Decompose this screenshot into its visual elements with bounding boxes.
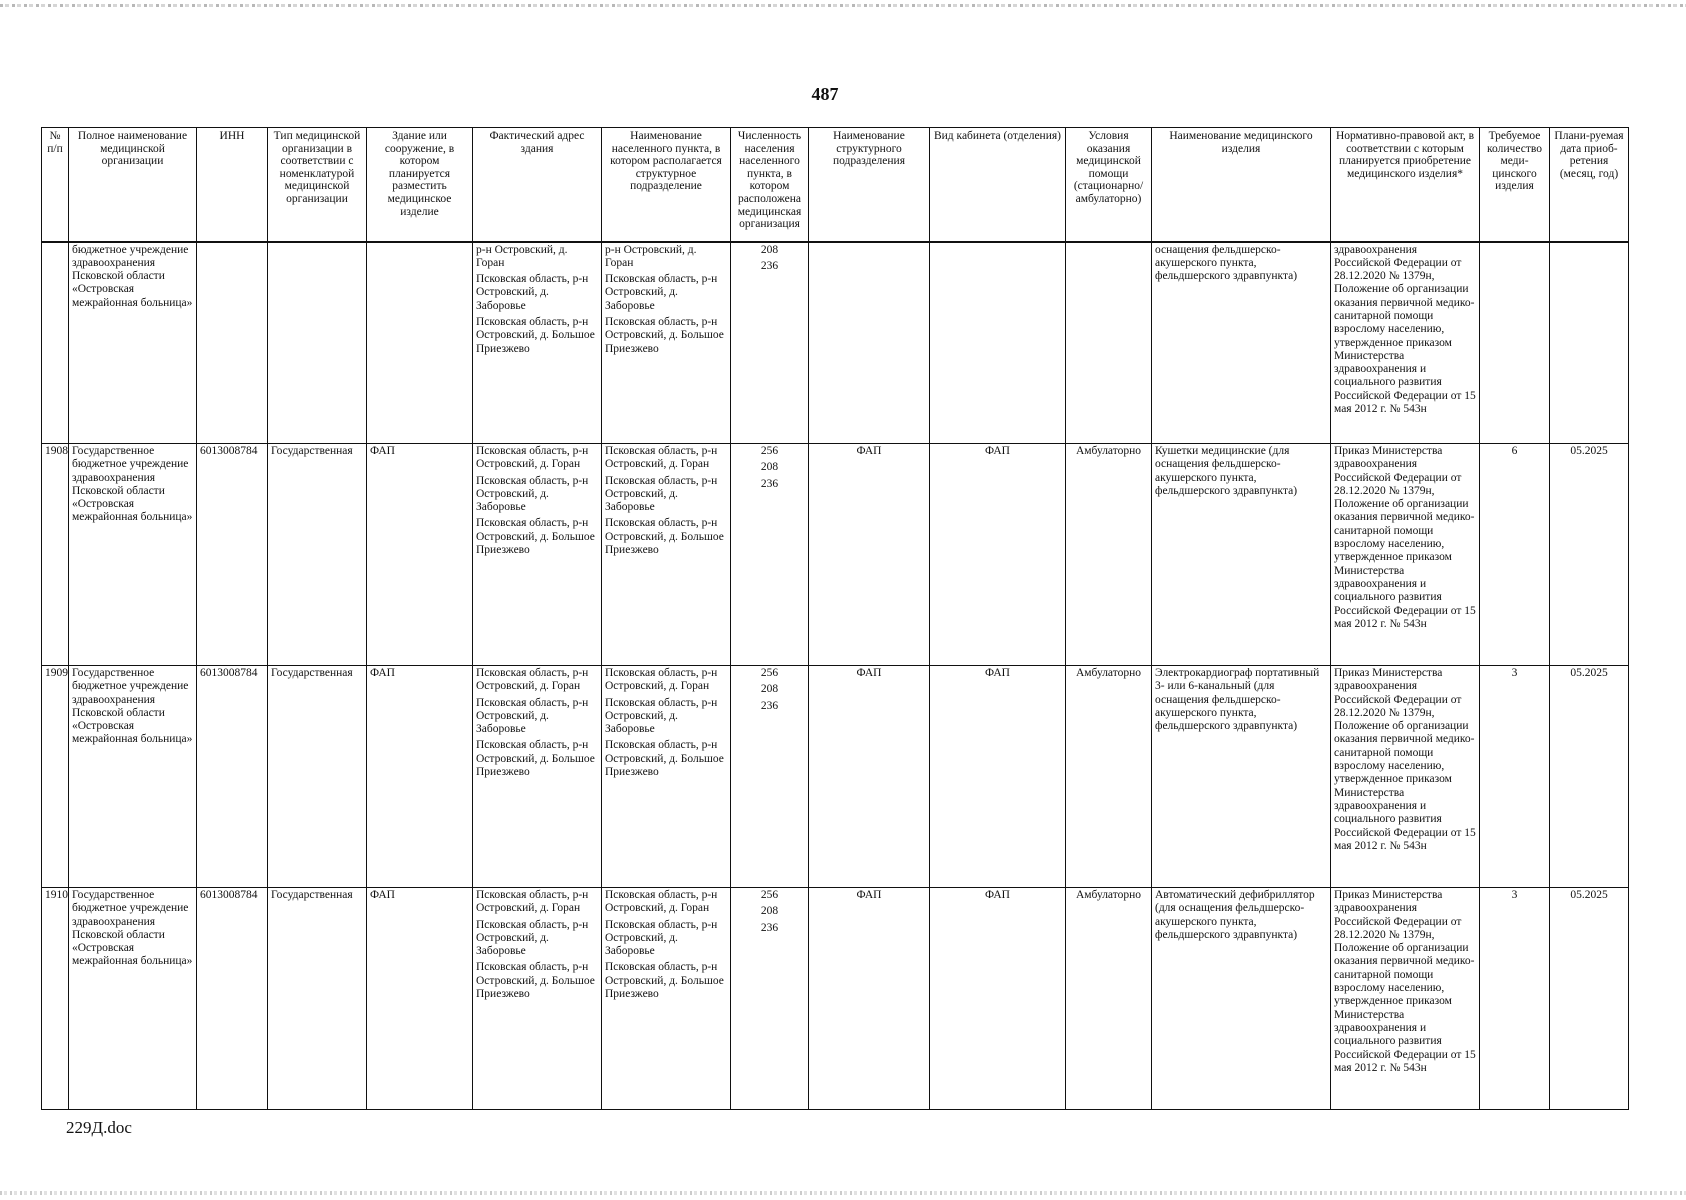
header-cell-building: Здание или сооружение, в котором планируется разместить медицинское изделие	[367, 128, 473, 242]
cell-address	[473, 666, 602, 888]
header-cell-device: Наименование медицинского изделия	[1152, 128, 1331, 242]
header-cell-inn: ИНН	[197, 128, 268, 242]
footer-filename: 229Д.doc	[66, 1118, 132, 1137]
cell-building	[367, 242, 473, 444]
settlement-line: Псковская область, р-н Островский, д. Заборовье	[605, 918, 718, 958]
address-line: Псковская область, р-н Островский, д. Горан	[476, 667, 589, 693]
table-row	[42, 888, 1629, 1110]
cell-settlement	[602, 444, 731, 666]
header-cell-qty: Требуемое количество меди-цинского изделия	[1480, 128, 1550, 242]
cell-type: Государственная	[268, 666, 367, 888]
address-line: Псковская область, р-н Островский, д. Заборовье	[476, 918, 589, 958]
cell-population	[731, 444, 809, 666]
cell-device: Кушетки медицинские (для оснащения фельдшерско-акушерского пункта, фельдшерского здравпункта)	[1152, 444, 1331, 666]
cell-num: 1908	[42, 444, 69, 666]
cell-legal-act: здравоохранения Российской Федерации от 28.12.2020 № 1379н, Положение об организации оказания первичной медико-санитарной помощи взрослому населению, утвержденное приказом Министерства здравоохранения и социального развития Российской Федерации от 15 мая 2012 г. № 543н	[1331, 242, 1480, 444]
address-line: р-н Островский, д. Горан	[476, 243, 568, 269]
address-line: Псковская область, р-н Островский, д. Большое Приезжево	[476, 739, 595, 779]
scan-edge-top	[0, 4, 1686, 7]
cell-cabinet	[930, 242, 1066, 444]
cell-inn: 6013008784	[197, 444, 268, 666]
cell-address	[473, 444, 602, 666]
cell-building: ФАП	[367, 444, 473, 666]
cell-building: ФАП	[367, 888, 473, 1110]
cell-device: Электрокардиограф портативный 3- или 6-канальный (для оснащения фельдшерско-акушерского пункта, фельдшерского здравпункта)	[1152, 666, 1331, 888]
cell-address	[473, 888, 602, 1110]
cell-population	[731, 666, 809, 888]
scan-edge-bottom	[0, 1191, 1686, 1195]
cell-qty	[1480, 242, 1550, 444]
cell-org: Государственное бюджетное учреждение здравоохранения Псковской области «Островская межрайонная больница»	[69, 888, 197, 1110]
cell-type: Государственная	[268, 444, 367, 666]
cell-settlement	[602, 888, 731, 1110]
population-value: 256	[760, 667, 779, 679]
cell-conditions: Амбулаторно	[1066, 666, 1152, 888]
header-cell-address: Фактический адрес здания	[473, 128, 602, 242]
cell-org: Государственное бюджетное учреждение здравоохранения Псковской области «Островская межрайонная больница»	[69, 444, 197, 666]
cell-inn: 6013008784	[197, 888, 268, 1110]
cell-device: Автоматический дефибриллятор (для оснащения фельдшерско-акушерского пункта, фельдшерского здравпункта)	[1152, 888, 1331, 1110]
cell-date	[1550, 242, 1629, 444]
settlement-line: Псковская область, р-н Островский, д. Заборовье	[605, 696, 718, 736]
cell-qty: 3	[1480, 666, 1550, 888]
settlement-line: Псковская область, р-н Островский, д. Горан	[605, 889, 718, 915]
population-value: 236	[760, 259, 779, 272]
cell-inn: 6013008784	[197, 666, 268, 888]
cell-population	[731, 242, 809, 444]
cell-type: Государственная	[268, 888, 367, 1110]
header-cell-type: Тип медицинской организации в соответствии с номенклатурой медицинской организации	[268, 128, 367, 242]
header-cell-settlement: Наименование населенного пункта, в котором располагается структурное подразделение	[602, 128, 731, 242]
population-value: 236	[760, 699, 779, 712]
cell-legal-act: Приказ Министерства здравоохранения Российской Федерации от 28.12.2020 № 1379н, Положение об организации оказания первичной медико-санитарной помощи взрослому населению, утвержденное приказом Министерства здравоохранения и социального развития Российской Федерации от 15 мая 2012 г. № 543н	[1331, 444, 1480, 666]
cell-building: ФАП	[367, 666, 473, 888]
settlement-line: р-н Островский, д. Горан	[605, 243, 697, 269]
header-cell-cabinet: Вид кабинета (отделения)	[930, 128, 1066, 242]
settlement-line: Псковская область, р-н Островский, д. Заборовье	[605, 474, 718, 514]
cell-date: 05.2025	[1550, 888, 1629, 1110]
cell-conditions: Амбулаторно	[1066, 444, 1152, 666]
settlement-line: Псковская область, р-н Островский, д. Горан	[605, 667, 718, 693]
cell-settlement	[602, 242, 731, 444]
cell-org: Государственное бюджетное учреждение здравоохранения Псковской области «Островская межрайонная больница»	[69, 666, 197, 888]
header-cell-num: № п/п	[42, 128, 69, 242]
cell-settlement	[602, 666, 731, 888]
table-row-continued	[42, 242, 1629, 444]
address-line: Псковская область, р-н Островский, д. Заборовье	[476, 696, 589, 736]
cell-legal-act: Приказ Министерства здравоохранения Российской Федерации от 28.12.2020 № 1379н, Положение об организации оказания первичной медико-санитарной помощи взрослому населению, утвержденное приказом Министерства здравоохранения и социального развития Российской Федерации от 15 мая 2012 г. № 543н	[1331, 666, 1480, 888]
table-row	[42, 666, 1629, 888]
cell-conditions	[1066, 242, 1152, 444]
cell-qty: 6	[1480, 444, 1550, 666]
cell-num	[42, 242, 69, 444]
cell-cabinet: ФАП	[930, 888, 1066, 1110]
population-value: 256	[760, 445, 779, 457]
cell-conditions: Амбулаторно	[1066, 888, 1152, 1110]
settlement-line: Псковская область, р-н Островский, д. Заборовье	[605, 273, 718, 312]
cell-num: 1910	[42, 888, 69, 1110]
cell-unit	[809, 242, 930, 444]
address-line: Псковская область, р-н Островский, д. Горан	[476, 889, 589, 915]
population-value: 208	[760, 243, 779, 256]
population-value: 236	[760, 477, 779, 490]
header-cell-org: Полное наименование медицинской организации	[69, 128, 197, 242]
cell-unit: ФАП	[809, 666, 930, 888]
settlement-line: Псковская область, р-н Островский, д. Горан	[605, 445, 718, 471]
address-line: Псковская область, р-н Островский, д. Большое Приезжево	[476, 961, 595, 1001]
settlement-line: Псковская область, р-н Островский, д. Большое Приезжево	[605, 739, 724, 779]
cell-unit: ФАП	[809, 444, 930, 666]
cell-cabinet: ФАП	[930, 666, 1066, 888]
cell-org: бюджетное учреждение здравоохранения Псковской области «Островская межрайонная больница»	[69, 242, 197, 444]
cell-date: 05.2025	[1550, 444, 1629, 666]
settlement-line: Псковская область, р-н Островский, д. Большое Приезжево	[605, 315, 724, 355]
settlement-line: Псковская область, р-н Островский, д. Большое Приезжево	[605, 517, 724, 557]
address-line: Псковская область, р-н Островский, д. Заборовье	[476, 474, 589, 514]
equipment-table	[41, 127, 1629, 1110]
cell-date: 05.2025	[1550, 666, 1629, 888]
cell-inn	[197, 242, 268, 444]
table-header-row	[42, 128, 1629, 242]
cell-cabinet: ФАП	[930, 444, 1066, 666]
population-value: 208	[760, 683, 779, 696]
population-value: 208	[760, 461, 779, 474]
page-number: 487	[811, 84, 839, 104]
header-cell-population: Численность населения населенного пункта, в котором расположена медицинская организация	[731, 128, 809, 242]
cell-qty: 3	[1480, 888, 1550, 1110]
cell-num: 1909	[42, 666, 69, 888]
header-cell-conditions: Условия оказания медицинской помощи (стационарно/ амбулаторно)	[1066, 128, 1152, 242]
population-value: 256	[760, 889, 779, 901]
cell-legal-act: Приказ Министерства здравоохранения Российской Федерации от 28.12.2020 № 1379н, Положение об организации оказания первичной медико-санитарной помощи взрослому населению, утвержденное приказом Министерства здравоохранения и социального развития Российской Федерации от 15 мая 2012 г. № 543н	[1331, 888, 1480, 1110]
header-cell-legal-act: Нормативно-правовой акт, в соответствии с которым планируется приобретение медицинского изделия*	[1331, 128, 1480, 242]
cell-type	[268, 242, 367, 444]
population-value: 208	[760, 905, 779, 918]
cell-population	[731, 888, 809, 1110]
address-line: Псковская область, р-н Островский, д. Горан	[476, 445, 589, 471]
population-value: 236	[760, 921, 779, 934]
header-cell-unit: Наименование структурного подразделения	[809, 128, 930, 242]
header-cell-date: Плани-руемая дата приоб-ретения (месяц, год)	[1550, 128, 1629, 242]
cell-address	[473, 242, 602, 444]
address-line: Псковская область, р-н Островский, д. Заборовье	[476, 273, 589, 312]
cell-device: оснащения фельдшерско-акушерского пункта, фельдшерского здравпункта)	[1152, 242, 1331, 444]
address-line: Псковская область, р-н Островский, д. Большое Приезжево	[476, 315, 595, 355]
cell-unit: ФАП	[809, 888, 930, 1110]
table-row	[42, 444, 1629, 666]
settlement-line: Псковская область, р-н Островский, д. Большое Приезжево	[605, 961, 724, 1001]
address-line: Псковская область, р-н Островский, д. Большое Приезжево	[476, 517, 595, 557]
